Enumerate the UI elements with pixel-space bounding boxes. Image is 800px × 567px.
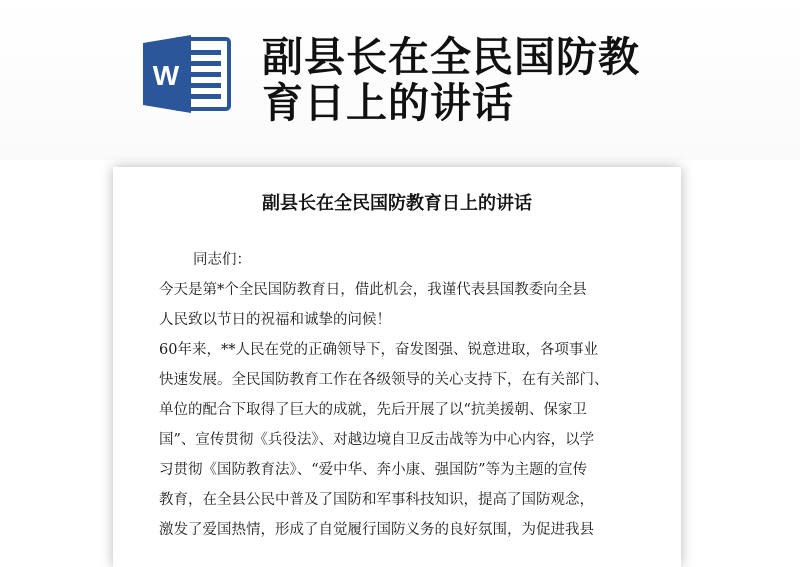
page-title <box>262 34 782 126</box>
body-line: 国”、宣传贯彻《兵役法》、对越边境自卫反击战等为中心内容，以学 <box>159 432 595 448</box>
body-line: 单位的配合下取得了巨大的成就，先后开展了以“抗美援朝、保家卫 <box>159 402 587 418</box>
body-line: 快速发展。全民国防教育工作在各级领导的关心支持下，在有关部门、 <box>159 372 609 388</box>
body-line: 今天是第*个全民国防教育日，借此机会，我谨代表县国教委向全县 <box>159 282 587 298</box>
body-line: 习贯彻《国防教育法》、“爱中华、奔小康、强国防”等为主题的宣传 <box>159 462 588 478</box>
document-page <box>113 167 681 567</box>
body-line: 激发了爱国热情，形成了自觉履行国防义务的良好氛围，为促进我县 <box>159 522 594 538</box>
body-line: 60年来，**人民在党的正确领导下，奋发图强、锐意进取，各项事业 <box>159 342 598 358</box>
body-line: 人民致以节日的祝福和诚挚的问候！ <box>159 312 391 328</box>
header-banner <box>0 0 800 160</box>
page-title-line-2: 育日上的讲话 <box>262 79 514 127</box>
svg-text:W: W <box>152 60 180 91</box>
document-body <box>159 245 649 545</box>
word-document-icon <box>141 33 233 115</box>
document-title: 副县长在全民国防教育日上的讲话 <box>262 193 532 214</box>
page-title-line-1: 副县长在全民国防教 <box>262 33 640 81</box>
body-line: 同志们： <box>193 252 251 268</box>
body-line: 教育，在全县公民中普及了国防和军事科技知识，提高了国防观念， <box>159 492 594 508</box>
